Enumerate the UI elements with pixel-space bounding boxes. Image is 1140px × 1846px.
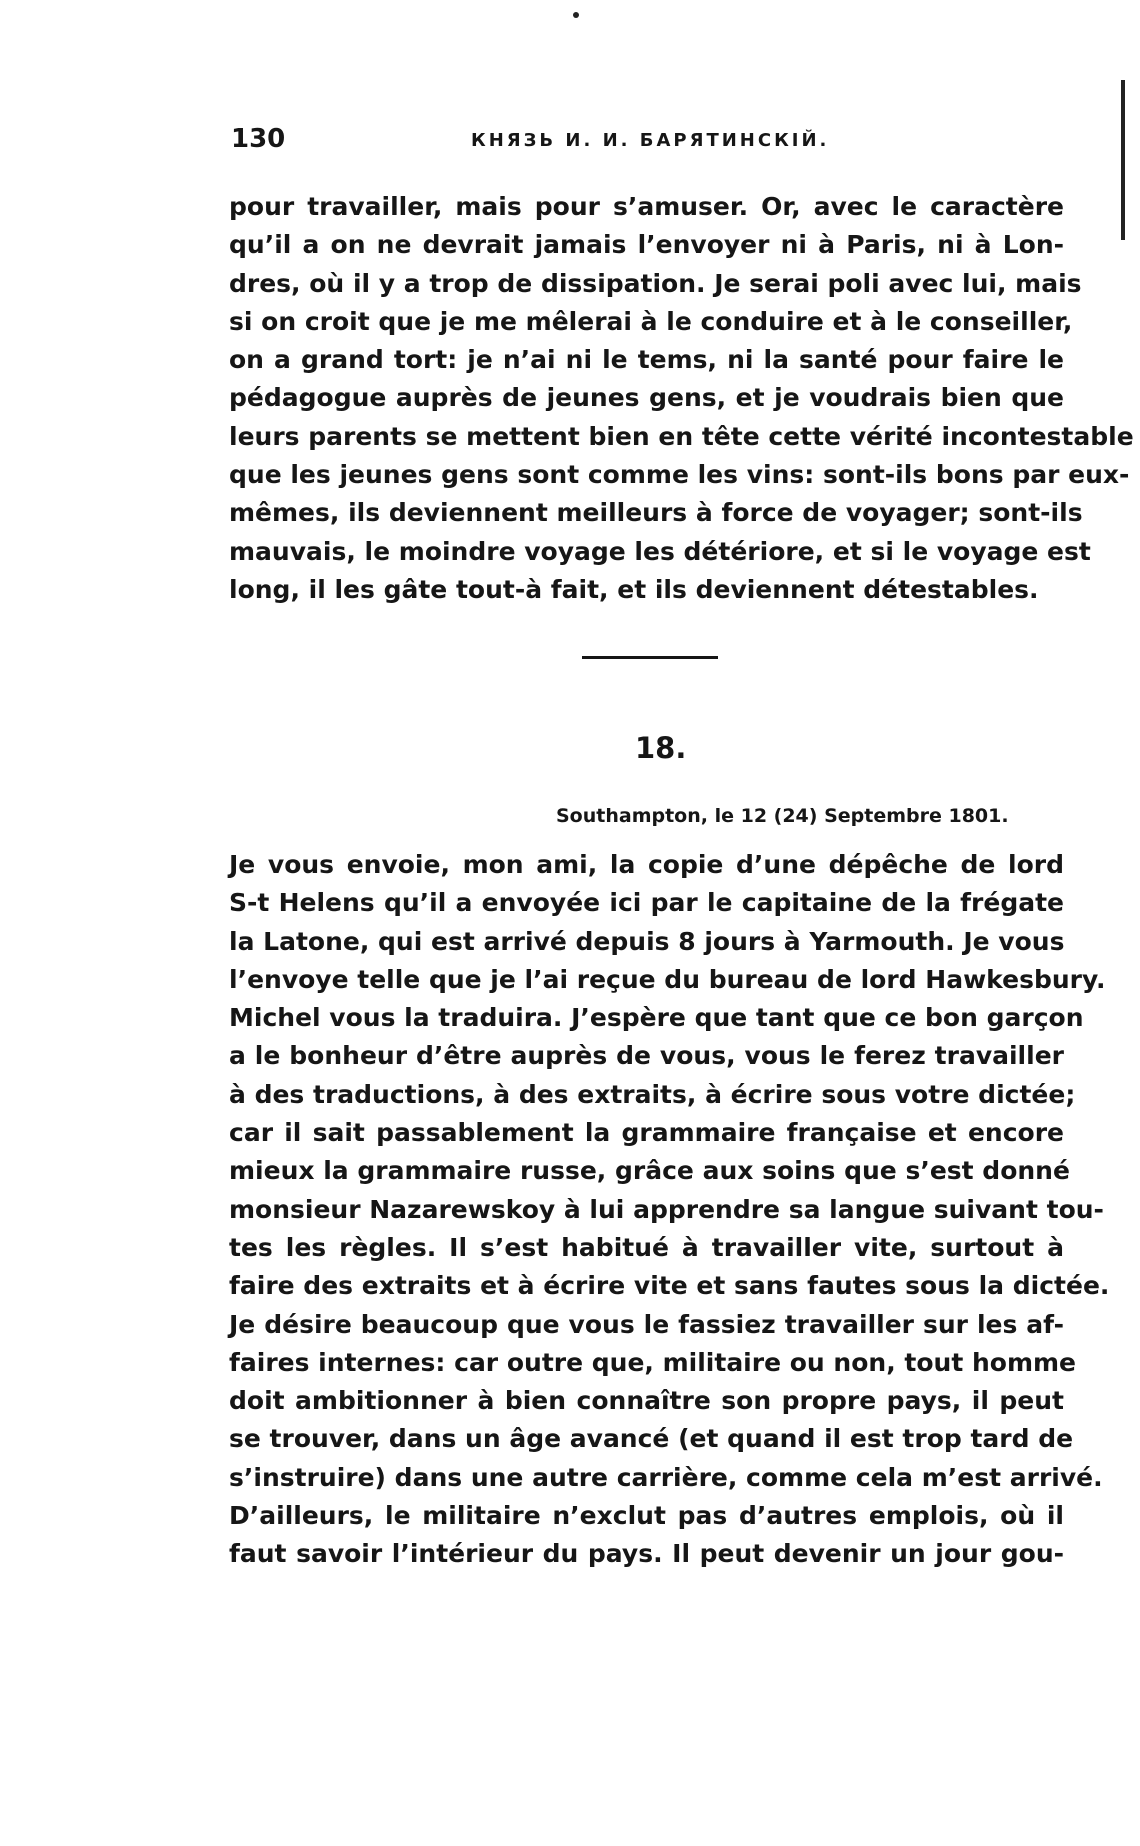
text-line: a le bonheur d’être auprès de vous, vous le ferez travailler [229,1041,1064,1071]
text-line: que les jeunes gens sont comme les vins: sont-ils bons par eux- [229,460,1130,490]
text-line: pour travailler, mais pour s’amuser. Or, avec le caractère [229,192,1064,221]
text-line: mauvais, le moindre voyage les détériore, et si le voyage est [229,536,1091,566]
text-line: s’instruire) dans une autre carrière, comme cela m’est arrivé. [229,1462,1103,1492]
text-line: Je vous envoie, mon ami, la copie d’une dépêche de lord [229,850,1064,879]
text-line: faire des extraits et à écrire vite et sans fautes sous la dictée. [229,1271,1110,1301]
text-line: qu’il a on ne devrait jamais l’envoyer ni à Paris, ni à Lon- [229,230,1064,260]
section-divider [582,656,718,659]
text-line: si on croit que je me mêlerai à le conduire et à le conseiller, [229,306,1073,336]
text-line: se trouver, dans un âge avancé (et quand il est trop tard de [229,1424,1074,1454]
text-line: dres, où il y a trop de dissipation. Je serai poli avec lui, mais [229,268,1082,298]
page-header [231,124,1066,158]
text-line: mêmes, ils deviennent meilleurs à force de voyager; sont-ils [229,498,1083,528]
text-line: long, il les gâte tout-à fait, et ils deviennent détestables. [229,574,1039,604]
text-line: faires internes: car outre que, militaire ou non, tout homme [229,1347,1076,1377]
text-line: tes les règles. Il s’est habitué à travailler vite, surtout à [229,1232,1064,1262]
text-line: S-t Helens qu’il a envoyée ici par le capitaine de la frégate [229,888,1064,918]
text-line: la Latone, qui est arrivé depuis 8 jours à Yarmouth. Je vous [229,926,1065,956]
text-line: pédagogue auprès de jeunes gens, et je voudrais bien que [229,383,1064,413]
text-line: leurs parents se mettent bien en tête cette vérité incontestable [229,421,1134,451]
passage-continued [229,188,1134,609]
running-head: КНЯЗЬ И. И. БАРЯТИНСКІЙ. [471,130,830,151]
page-number: 130 [231,124,286,154]
text-line: car il sait passablement la grammaire française et encore [229,1118,1064,1148]
text-line: Je désire beaucoup que vous le fassiez travailler sur les af- [229,1309,1064,1339]
text-line: Michel vous la traduira. J’espère que tant que ce bon garçon [229,1003,1084,1033]
text-line: faut savoir l’intérieur du pays. Il peut devenir un jour gou- [229,1539,1064,1569]
text-line: monsieur Nazarewskoy à lui apprendre sa langue suivant tou- [229,1194,1104,1224]
letter-body [229,846,1110,1574]
text-line: l’envoye telle que je l’ai reçue du bureau de lord Hawkesbury. [229,964,1106,994]
letter-number: 18. [635,731,687,765]
text-line: doit ambitionner à bien connaître son propre pays, il peut [229,1386,1064,1416]
text-line: on a grand tort: je n’ai ni le tems, ni la santé pour faire le [229,345,1064,375]
scan-border [1121,80,1125,240]
letter-dateline: Southampton, le 12 (24) Septembre 1801. [556,805,1009,827]
text-line: à des traductions, à des extraits, à écrire sous votre dictée; [229,1079,1076,1109]
text-line: mieux la grammaire russe, grâce aux soins que s’est donné [229,1156,1070,1186]
scan-speck [573,12,579,18]
text-line: D’ailleurs, le militaire n’exclut pas d’autres emplois, où il [229,1501,1064,1531]
